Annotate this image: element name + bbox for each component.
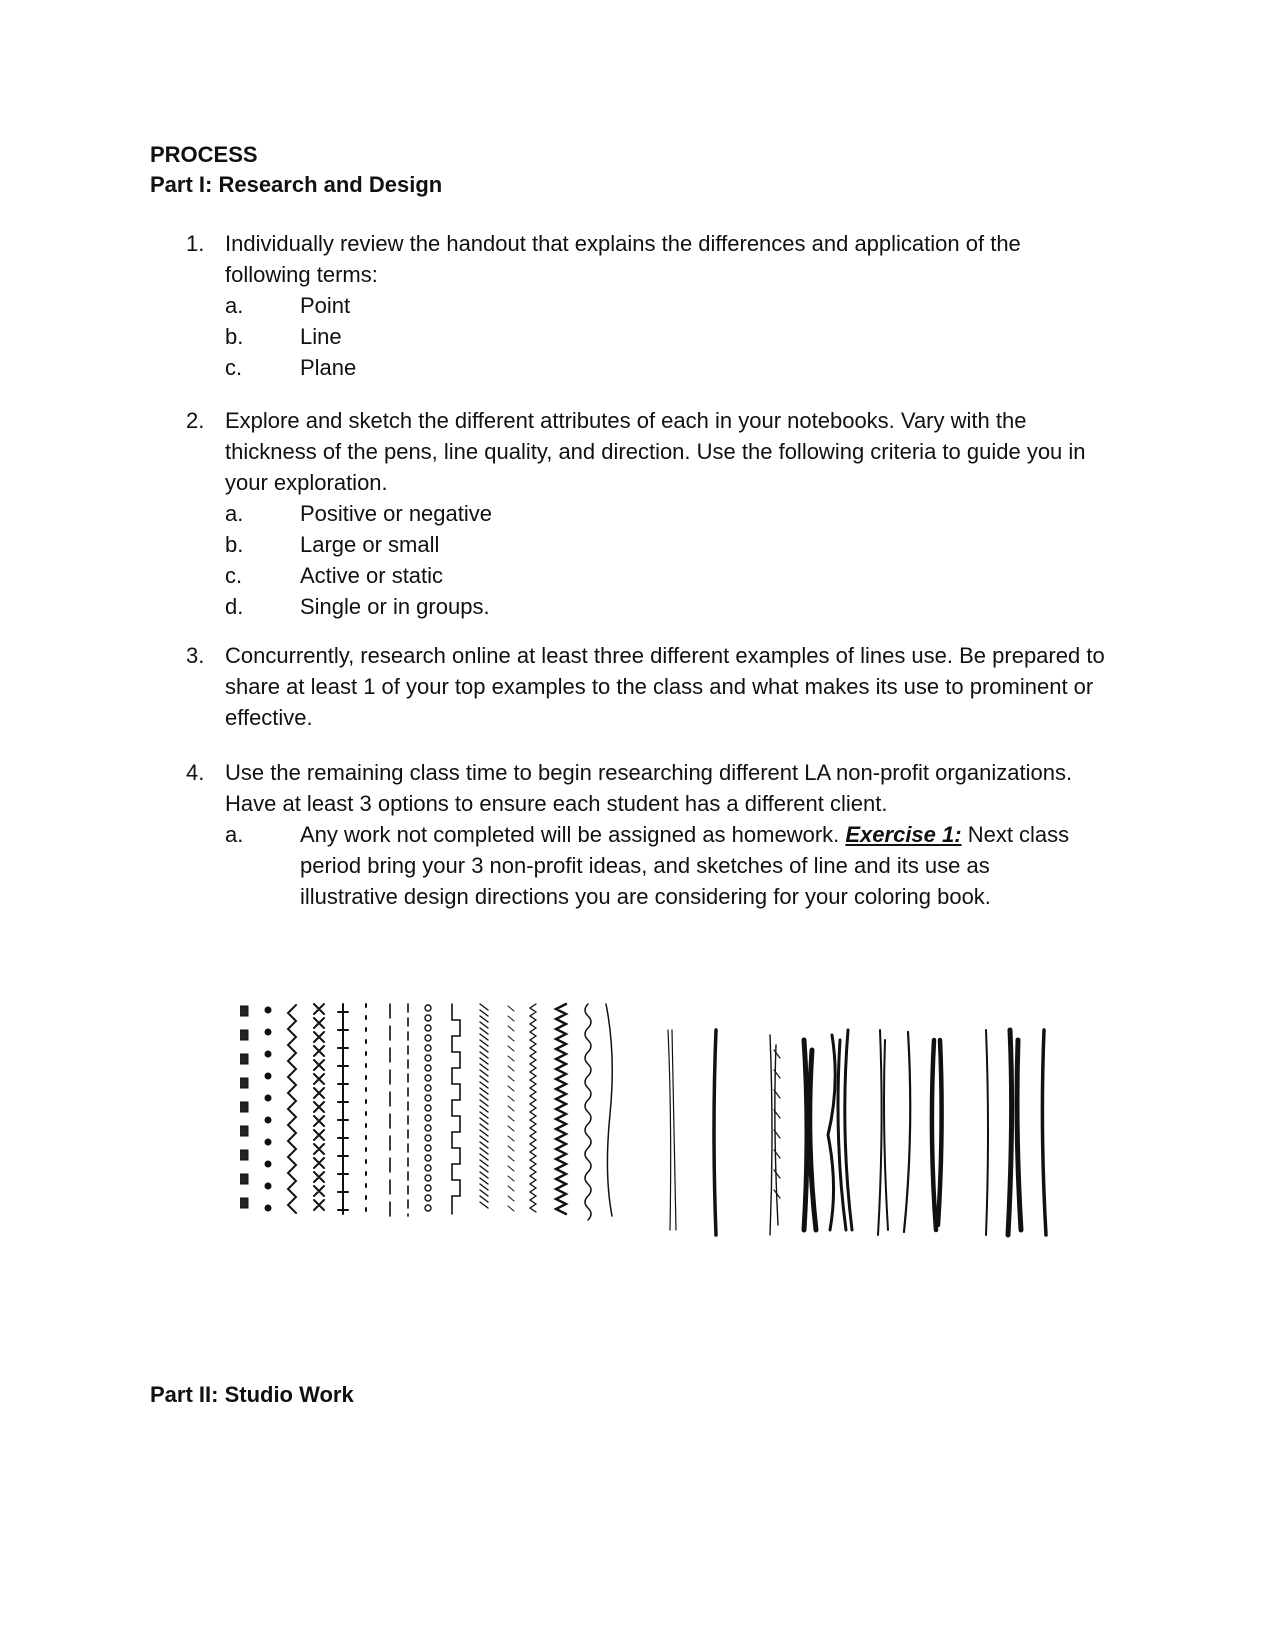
sub-label: c. xyxy=(225,355,243,380)
plus-column xyxy=(338,1004,348,1214)
step-number: 4. xyxy=(186,760,205,785)
sub-label: a. xyxy=(225,501,244,526)
step-text: Concurrently, research online at least three different examples of lines use. Be prepared to share at least 1 of your top examples to the class and what makes its use to prominent or effective. xyxy=(225,643,1105,730)
dots-column xyxy=(265,1007,272,1212)
sub-label: b. xyxy=(225,324,244,349)
exercise-link: Exercise 1: xyxy=(845,822,962,847)
brush-stroke xyxy=(770,1035,778,1235)
dense-hatch-column xyxy=(480,1004,488,1208)
brush-stroke xyxy=(986,1030,988,1235)
sub-text: Line xyxy=(300,324,342,349)
brush-stroke xyxy=(714,1030,716,1235)
sub-text: Single or in groups. xyxy=(300,594,490,619)
step-number: 1. xyxy=(186,231,205,256)
step-3 xyxy=(150,640,1150,733)
sub-label: d. xyxy=(225,594,244,619)
sub-label: a. xyxy=(225,293,244,318)
sub-text: Next class period bring your 3 non-profit ideas, and sketches of line and its use as illustrative design directions you are considering for your coloring book. xyxy=(300,822,1070,909)
brush-stroke xyxy=(878,1030,888,1235)
sub-text: Any work not completed will be assigned as homework. xyxy=(300,822,846,847)
sub-text: Point xyxy=(300,293,351,318)
part2-heading: Part II: Studio Work xyxy=(150,1382,354,1407)
step-number: 2. xyxy=(186,408,205,433)
brush-stroke xyxy=(828,1030,852,1230)
curved-line xyxy=(606,1004,612,1216)
wavy-line xyxy=(585,1004,591,1220)
sub-text: Positive or negative xyxy=(300,501,492,526)
step-4 xyxy=(150,757,1150,912)
sub-text: Large or small xyxy=(300,532,440,557)
sub-label: b. xyxy=(225,532,244,557)
sub-label: a. xyxy=(225,822,244,847)
fine-zigzag-line xyxy=(530,1004,536,1212)
step-text: Use the remaining class time to begin researching different LA non-profit organizations. Have at least 3 options to ensure each student has a different client. xyxy=(225,760,1073,816)
brush-stroke xyxy=(1042,1030,1046,1235)
step-1 xyxy=(150,228,1150,383)
step-number: 3. xyxy=(186,643,205,668)
line-quality-illustration xyxy=(240,1000,1100,1252)
zigzag-line xyxy=(288,1005,296,1213)
part1-heading: Part I: Research and Design xyxy=(150,172,443,197)
sub-text: Active or static xyxy=(300,563,444,588)
step-text: Individually review the handout that explains the differences and application of the following terms: xyxy=(225,231,1021,287)
square-wave-line xyxy=(452,1004,460,1214)
line-samples-left xyxy=(240,1004,612,1220)
sub-label: c. xyxy=(225,563,243,588)
cross-stitch-column xyxy=(314,1004,324,1210)
brush-strokes-right xyxy=(668,1030,1046,1235)
brush-stroke xyxy=(1008,1030,1021,1235)
brush-stroke xyxy=(668,1030,676,1230)
process-heading: PROCESS xyxy=(150,142,258,167)
hatched-squares-column xyxy=(240,1006,248,1208)
brush-stroke xyxy=(932,1040,942,1230)
brush-stroke xyxy=(904,1032,910,1232)
light-hatch-column xyxy=(508,1006,514,1211)
brush-stroke xyxy=(804,1040,816,1230)
step-text: Explore and sketch the different attributes of each in your notebooks. Vary with the thickness of the pens, line quality, and direction. Use the following criteria to guide you in your exploration. xyxy=(225,408,1086,495)
bold-zigzag-line xyxy=(556,1004,566,1214)
step-2 xyxy=(150,405,1150,622)
small-circles-column xyxy=(425,1005,431,1211)
sub-text: Plane xyxy=(300,355,357,380)
